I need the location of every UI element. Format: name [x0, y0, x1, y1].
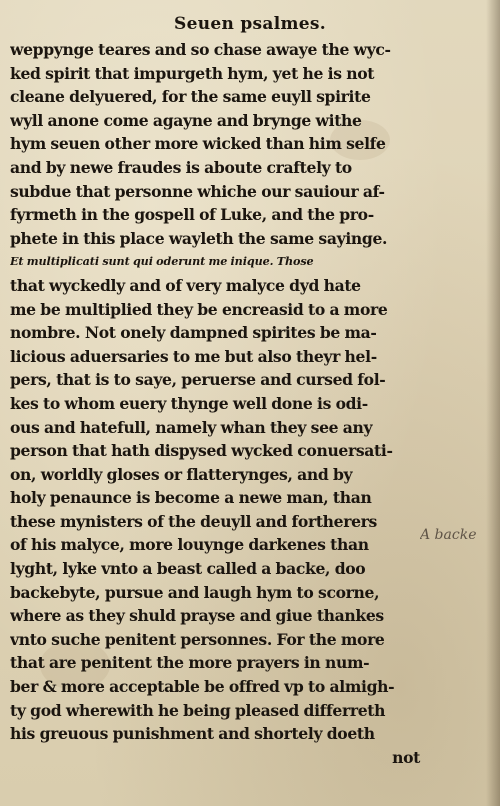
- text-line: ous and hatefull, namely whan they see any: [10, 417, 373, 437]
- text-line: these mynisters of the deuyll and fortherers: [10, 511, 377, 531]
- text-line: nombre. Not onely dampned spirites be ma-: [10, 323, 377, 343]
- page-edge-shadow: [486, 0, 500, 806]
- text-line: wyll anone come agayne and brynge withe: [10, 110, 362, 130]
- text-line: pers, that is to saye, peruerse and cursed fol-: [10, 370, 386, 390]
- text-line: weppynge teares and so chase awaye the wyc-: [10, 40, 391, 59]
- text-line: vnto suche penitent personnes. For the more: [10, 629, 385, 649]
- text-line: that are penitent the more prayers in num-: [10, 653, 370, 673]
- text-line: person that hath dispysed wycked conuersati-: [10, 441, 393, 461]
- catchword: not: [392, 747, 420, 767]
- text-line: ber & more acceptable be offred vp to almigh-: [10, 677, 395, 697]
- text-line: where as they shuld prayse and giue thankes: [10, 606, 384, 626]
- text-line: cleane delyuered, for the same euyll spirite: [10, 87, 371, 107]
- text-line: phete in this place wayleth the same sayinge.: [10, 228, 388, 248]
- text-line: fyrmeth in the gospell of Luke, and the pro-: [10, 205, 374, 225]
- text-line: hym seuen other more wicked than him selfe: [10, 134, 386, 154]
- text-line: that wyckedly and of very malyce dyd hate: [10, 275, 361, 295]
- text-line: kes to whom euery thynge well done is odi-: [10, 393, 368, 413]
- text-line: on, worldly gloses or flatterynges, and by: [10, 464, 353, 484]
- text-line: backebyte, pursue and laugh hym to scorne,: [10, 582, 380, 602]
- body-text: [10, 38, 430, 769]
- margin-note: A backe: [420, 527, 477, 543]
- text-line: holy penaunce is become a newe man, than: [10, 488, 372, 508]
- text-line: me be multiplied they be encreasid to a more: [10, 299, 388, 319]
- text-line: ked spirit that impurgeth hym, yet he is not: [10, 63, 375, 83]
- text-line: and by newe fraudes is aboute craftely to: [10, 157, 352, 177]
- text-line: his greuous punishment and shortely doeth: [10, 724, 375, 744]
- text-line: subdue that personne whiche our sauiour af-: [10, 181, 385, 201]
- text-line: lyght, lyke vnto a beast called a backe, doo: [10, 559, 366, 579]
- running-head: Seuen psalmes.: [174, 14, 326, 34]
- latin-verse-line: Et multiplicati sunt qui oderunt me inique. Those: [10, 254, 314, 269]
- text-line: ty god wherewith he being pleased differreth: [10, 700, 386, 720]
- text-line: of his malyce, more louynge darkenes than: [10, 535, 369, 555]
- text-line: licious aduersaries to me but also theyr hel-: [10, 346, 377, 366]
